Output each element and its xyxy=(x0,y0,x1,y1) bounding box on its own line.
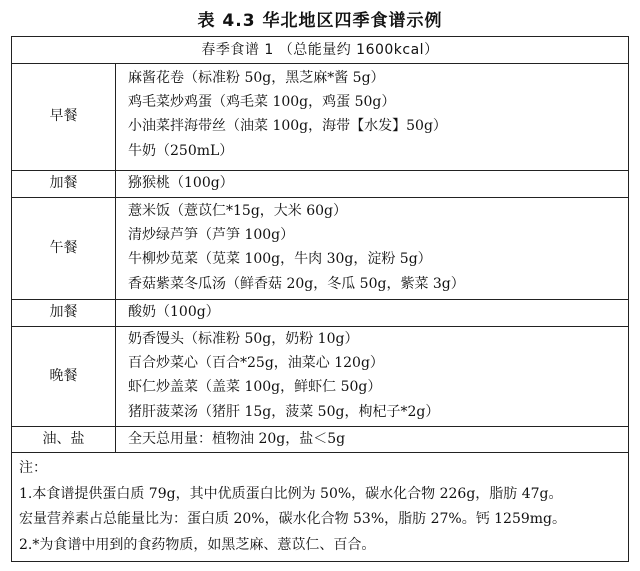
list-item: 猕猴桃（100g） xyxy=(128,175,234,191)
row-divider xyxy=(12,452,628,453)
list-item: 麻酱花卷（标准粉 50g，黑芝麻*酱 5g） xyxy=(128,70,385,86)
meal-oil-salt-label: 油、盐 xyxy=(42,431,85,447)
list-item: 小油菜拌海带丝（油菜 100g，海带【水发】50g） xyxy=(128,118,447,135)
meal-snack-2-label: 加餐 xyxy=(49,304,78,320)
meal-dinner-label: 晚餐 xyxy=(49,368,78,384)
list-item: 奶香馒头（标准粉 50g，奶粉 10g） xyxy=(128,331,359,347)
list-item: 全天总用量：植物油 20g，盐＜5g xyxy=(128,431,346,447)
column-divider xyxy=(115,63,116,452)
meal-snack-1-items xyxy=(128,171,234,195)
note-line: 2.*为食谱中用到的食药物质，如黑芝麻、薏苡仁、百合。 xyxy=(19,536,376,553)
list-item: 虾仁炒盖菜（盖菜 100g，鲜虾仁 50g） xyxy=(128,379,382,396)
note-line: 1.本食谱提供蛋白质 79g，其中优质蛋白比例为 50%，碳水化合物 226g，脂肪 47g。 xyxy=(19,485,563,502)
meal-lunch-items xyxy=(128,199,465,296)
meal-breakfast-label: 早餐 xyxy=(49,108,78,124)
table-notes xyxy=(19,456,566,558)
list-item: 薏米饭（薏苡仁*15g，大米 60g） xyxy=(128,203,348,219)
list-item: 牛柳炒苋菜（苋菜 100g，牛肉 30g，淀粉 5g） xyxy=(128,251,432,268)
meal-dinner-items xyxy=(128,327,439,424)
meal-lunch-label: 午餐 xyxy=(49,240,78,256)
list-item: 百合炒菜心（百合*25g，油菜心 120g） xyxy=(128,355,384,372)
meal-oil-salt-items xyxy=(128,427,345,451)
list-item: 鸡毛菜炒鸡蛋（鸡毛菜 100g，鸡蛋 50g） xyxy=(128,94,396,111)
notes-heading: 注： xyxy=(19,460,47,476)
menu-table xyxy=(11,36,629,562)
note-line: 宏量营养素占总能量比为：蛋白质 20%，碳水化合物 53%，脂肪 27%。钙 1259mg。 xyxy=(19,511,567,527)
meal-snack-1-label: 加餐 xyxy=(49,175,78,191)
meal-snack-2-items xyxy=(128,300,220,324)
list-item: 酸奶（100g） xyxy=(128,304,220,320)
list-item: 牛奶（250mL） xyxy=(128,142,234,159)
list-item: 猪肝菠菜汤（猪肝 15g，菠菜 50g，枸杞子*2g） xyxy=(128,403,440,420)
table-title: 表 4.3 华北地区四季食谱示例 xyxy=(197,11,443,31)
meal-breakfast-items xyxy=(128,66,447,163)
list-item: 香菇紫菜冬瓜汤（鲜香菇 20g，冬瓜 50g，紫菜 3g） xyxy=(128,275,465,292)
menu-subtitle: 春季食谱 1 （总能量约 1600kcal） xyxy=(201,42,439,58)
list-item: 清炒绿芦笋（芦笋 100g） xyxy=(128,227,295,244)
